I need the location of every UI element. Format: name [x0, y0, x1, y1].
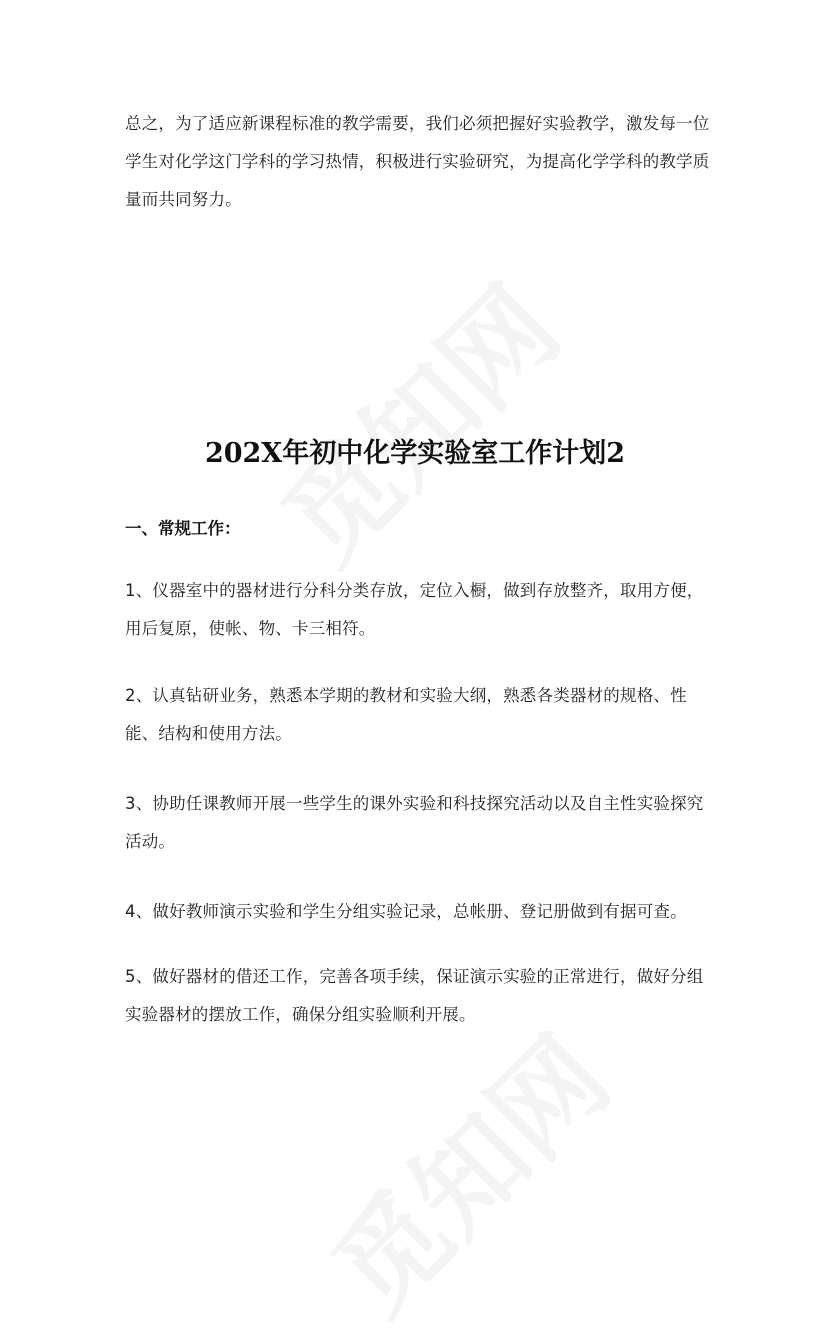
- document-title: 202X年初中化学实验室工作计划2: [204, 438, 626, 469]
- list-item: 4、做好教师演示实验和学生分组实验记录，总帐册、登记册做到有据可查。: [125, 902, 687, 921]
- list-item: 1、仪器室中的器材进行分科分类存放，定位入橱，做到存放整齐，取用方便，用后复原，使帐、物、卡三相符。: [125, 581, 704, 638]
- list-item: 3、协助任课教师开展一些学生的课外实验和科技探究活动以及自主性实验探究活动。: [125, 794, 704, 851]
- list-item: 5、做好器材的借还工作，完善各项手续，保证演示实验的正常进行，做好分组实验器材的摆放工作，确保分组实验顺利开展。: [125, 967, 704, 1024]
- list-item: 2、认真钻研业务，熟悉本学期的教材和实验大纲，熟悉各类器材的规格、性能、结构和使用方法。: [125, 686, 687, 743]
- intro-paragraph: 总之，为了适应新课程标准的教学需要，我们必须把握好实验教学，激发每一位学生对化学这门学科的学习热情，积极进行实验研究，为提高化学学科的教学质量而共同努力。: [125, 114, 710, 209]
- section-heading: 一、常规工作：: [125, 519, 241, 538]
- watermark: [242, 246, 587, 591]
- watermark: [292, 996, 637, 1341]
